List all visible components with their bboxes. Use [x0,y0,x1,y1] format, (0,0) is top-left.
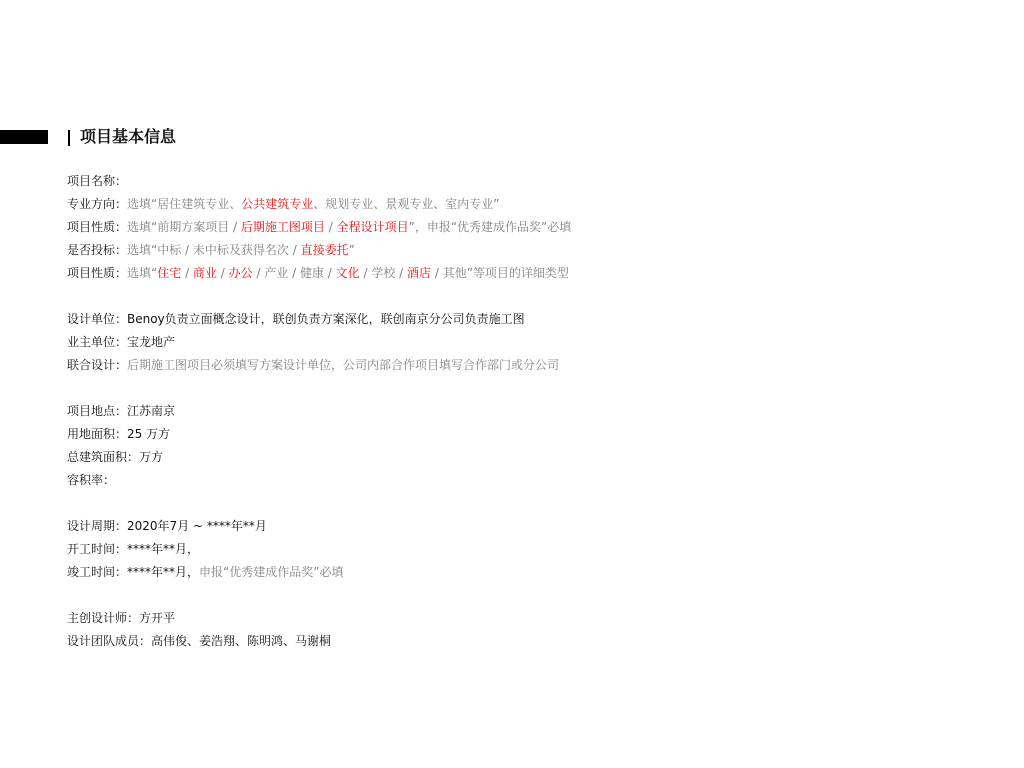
field-label: 设计团队成员： [67,634,152,648]
field-floor-area [67,446,627,469]
spacer [67,492,627,515]
accent-bar [0,130,48,144]
title-divider [68,130,70,146]
field-value: Benoy负责立面概念设计，联创负责方案深化，联创南京分公司负责施工图 [127,312,525,326]
field-project-nature [67,216,627,239]
project-info [67,170,627,653]
field-value: 万方 [139,450,164,464]
spacer [67,584,627,607]
hint-text: ”，申报“优秀建成作品奖”必填 [408,220,572,234]
hint-text: 、规划专业、景观专业、室内专业” [313,197,500,211]
field-finish-time [67,561,627,584]
field-label: 设计周期： [67,519,128,533]
field-owner [67,331,627,354]
highlight-text: 商业 [192,266,217,280]
highlight-text: 后期施工图项目 [240,220,325,234]
field-label: 是否投标： [67,243,128,257]
highlight-text: 全程设计项目 [336,220,409,234]
field-project-name [67,170,627,193]
highlight-text: 文化 [335,266,360,280]
hint-text: 后期施工图项目必须填写方案设计单位，公司内部合作项目填写合作部门或分公司 [127,358,560,372]
highlight-text: 办公 [228,266,253,280]
spacer [67,377,627,400]
hint-text: 选填“前期方案项目 / [127,220,241,234]
field-label: 竣工时间： [67,565,128,579]
hint-text: / 产业 / 健康 / [252,266,336,280]
hint-text: / 其他”等项目的详细类型 [431,266,569,280]
field-value: 高伟俊、姜浩翔、陈明鸿、马谢桐 [151,634,332,648]
hint-text: / [181,266,193,280]
field-label: 项目地点： [67,404,128,418]
field-label: 业主单位： [67,335,128,349]
field-label: 总建筑面积： [67,450,140,464]
field-label: 用地面积： [67,427,128,441]
field-team-members [67,630,627,653]
highlight-text: 公共建筑专业 [241,197,314,211]
field-label: 专业方向： [67,197,128,211]
hint-text: / 学校 / [359,266,408,280]
hint-text: 选填“居住建筑专业、 [127,197,242,211]
field-design-period [67,515,627,538]
field-land-area [67,423,627,446]
field-value: 江苏南京 [127,404,176,418]
field-value: ****年**月， [127,565,200,579]
page-title: 项目基本信息 [80,127,177,146]
hint-text: 选填“ [127,266,158,280]
hint-text: 申报“优秀建成作品奖”必填 [199,565,344,579]
field-start-time [67,538,627,561]
hint-text: / [216,266,229,280]
field-label: 设计单位： [67,312,128,326]
field-value: 宝龙地产 [127,335,176,349]
field-joint-design [67,354,627,377]
field-bidding [67,239,627,262]
field-label: 主创设计师： [67,611,140,625]
spacer [67,285,627,308]
field-value: 方开平 [139,611,176,625]
hint-text: 选填“中标 / 未中标及获得名次 / [127,243,301,257]
hint-text: / [324,220,337,234]
field-label: 联合设计： [67,358,128,372]
field-label: 项目性质： [67,266,128,280]
field-far [67,469,627,492]
field-label: 项目性质： [67,220,128,234]
field-label: 项目名称： [67,174,128,188]
hint-text: ” [348,243,355,257]
field-value: ****年**月， [127,542,200,556]
field-location [67,400,627,423]
field-design-unit [67,308,627,331]
highlight-text: 直接委托 [300,243,349,257]
field-major [67,193,627,216]
highlight-text: 酒店 [407,266,432,280]
field-value: 25 万方 [127,427,171,441]
field-label: 容积率： [67,473,116,487]
field-project-type [67,262,627,285]
field-chief-designer [67,607,627,630]
field-label: 开工时间： [67,542,128,556]
field-value: 2020年7月 ~ ****年**月 [127,519,267,533]
highlight-text: 住宅 [157,266,182,280]
